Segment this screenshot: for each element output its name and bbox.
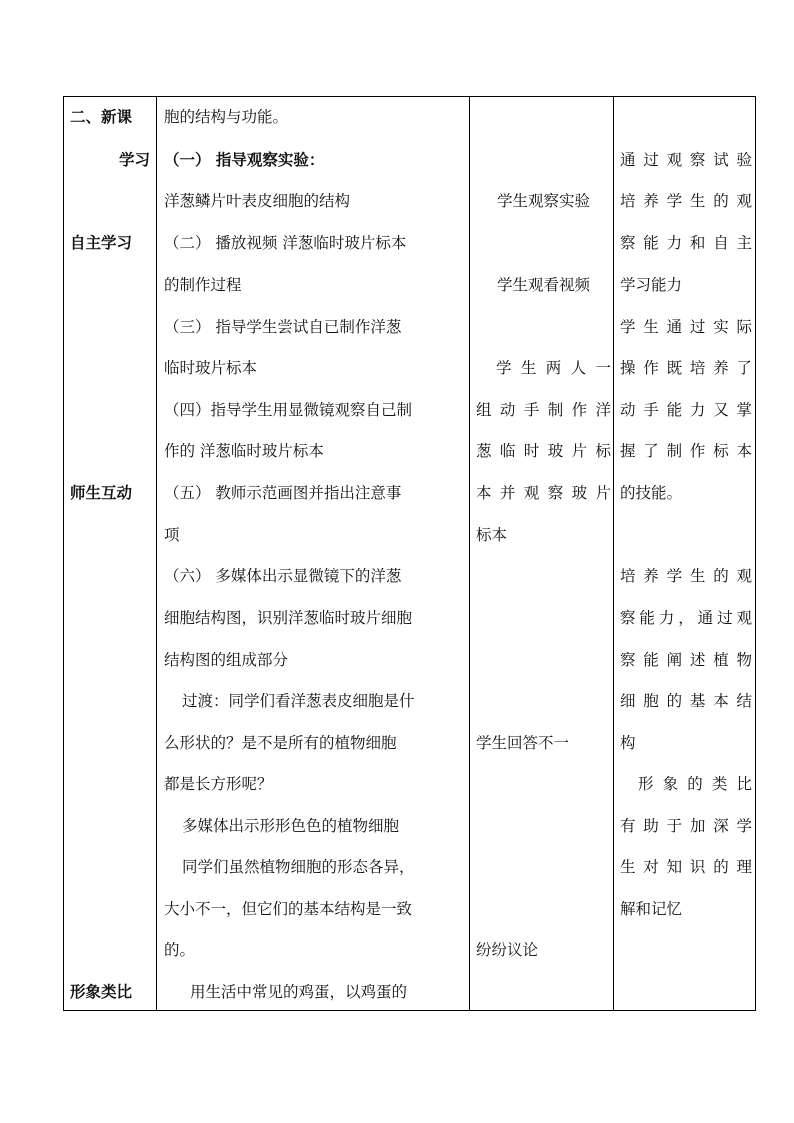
student-line: 学生观看视频: [496, 276, 590, 294]
activity-line: （五） 教师示范画图并指出注意事: [164, 484, 402, 502]
intent-line: 形象的类比: [638, 775, 752, 793]
intent-line: 生对知识的理: [620, 858, 752, 876]
stage-label: 形象类比: [70, 983, 133, 1001]
intent-line: 通过观察试验: [620, 151, 752, 169]
student-line: 葱临时玻片标: [476, 442, 611, 460]
activity-line: 的。: [164, 941, 196, 959]
column-divider: [613, 97, 614, 1010]
intent-line: 培养学生的观: [620, 192, 752, 210]
intent-line: 学生通过实际: [620, 318, 752, 336]
intent-line: 构: [620, 734, 636, 752]
activity-line: 过渡：同学们看洋葱表皮细胞是什: [182, 692, 415, 710]
activity-line: 作的 洋葱临时玻片标本: [164, 442, 324, 460]
activity-line: （二） 播放视频 洋葱临时玻片标本: [164, 234, 407, 252]
activity-line: 大小不一，但它们的基本结构是一致: [164, 900, 413, 918]
stage-label: 学习: [118, 151, 150, 169]
activity-line: 洋葱鳞片叶表皮细胞的结构: [164, 192, 351, 210]
intent-line: 操作既培养了: [620, 359, 752, 377]
intent-line: 察能力，通过观: [620, 609, 752, 627]
intent-line: 有助于加深学: [620, 817, 752, 835]
stage-label: 自主学习: [70, 234, 133, 252]
student-line: 标本: [476, 526, 508, 544]
intent-line: 细胞的基本结: [620, 692, 752, 710]
intent-line: 察能力和自主: [620, 234, 752, 252]
stage-label: 二、新课: [70, 108, 133, 126]
intent-line: 动手能力又掌: [620, 401, 752, 419]
activity-line: 结构图的组成部分: [164, 651, 289, 669]
activity-line: （三） 指导学生尝试自已制作洋葱: [164, 318, 402, 336]
activity-line: 么形状的？是不是所有的植物细胞: [164, 734, 397, 752]
student-line: 组动手制作洋: [476, 401, 611, 419]
activity-line: 都是长方形呢？: [164, 775, 273, 793]
activity-line: 同学们虽然植物细胞的形态各异，: [182, 858, 415, 876]
intent-line: 察能阐述植物: [620, 651, 752, 669]
lesson-table: [63, 96, 756, 1011]
activity-line: 的制作过程: [164, 276, 242, 294]
activity-line: （六） 多媒体出示显微镜下的洋葱: [164, 567, 402, 585]
intent-line: 的技能。: [620, 484, 683, 502]
intent-line: 握了制作标本: [620, 442, 752, 460]
activity-line: 临时玻片标本: [164, 359, 258, 377]
activity-line: 细胞结构图，识别洋葱临时玻片细胞: [164, 609, 413, 627]
column-divider: [156, 97, 157, 1010]
activity-line: （四）指导学生用显微镜观察自己制: [164, 401, 413, 419]
stage-label: 师生互动: [70, 484, 133, 502]
activity-line: 胞的结构与功能。: [164, 108, 289, 126]
student-line: 学生观察实验: [496, 192, 590, 210]
column-divider: [469, 97, 470, 1010]
intent-line: 培养学生的观: [620, 567, 752, 585]
activity-line: 多媒体出示形形色色的植物细胞: [182, 817, 400, 835]
student-line: 本并观察玻片: [476, 484, 611, 502]
intent-line: 学习能力: [620, 276, 683, 294]
student-line: 学生回答不一: [476, 734, 570, 752]
activity-line: 用生活中常见的鸡蛋，以鸡蛋的: [190, 983, 408, 1001]
activity-line: （一） 指导观察实验：: [164, 151, 325, 169]
student-line: 纷纷议论: [476, 941, 539, 959]
activity-line: 项: [164, 526, 180, 544]
student-line: 学生两人一: [496, 359, 611, 377]
intent-line: 解和记忆: [620, 900, 683, 918]
